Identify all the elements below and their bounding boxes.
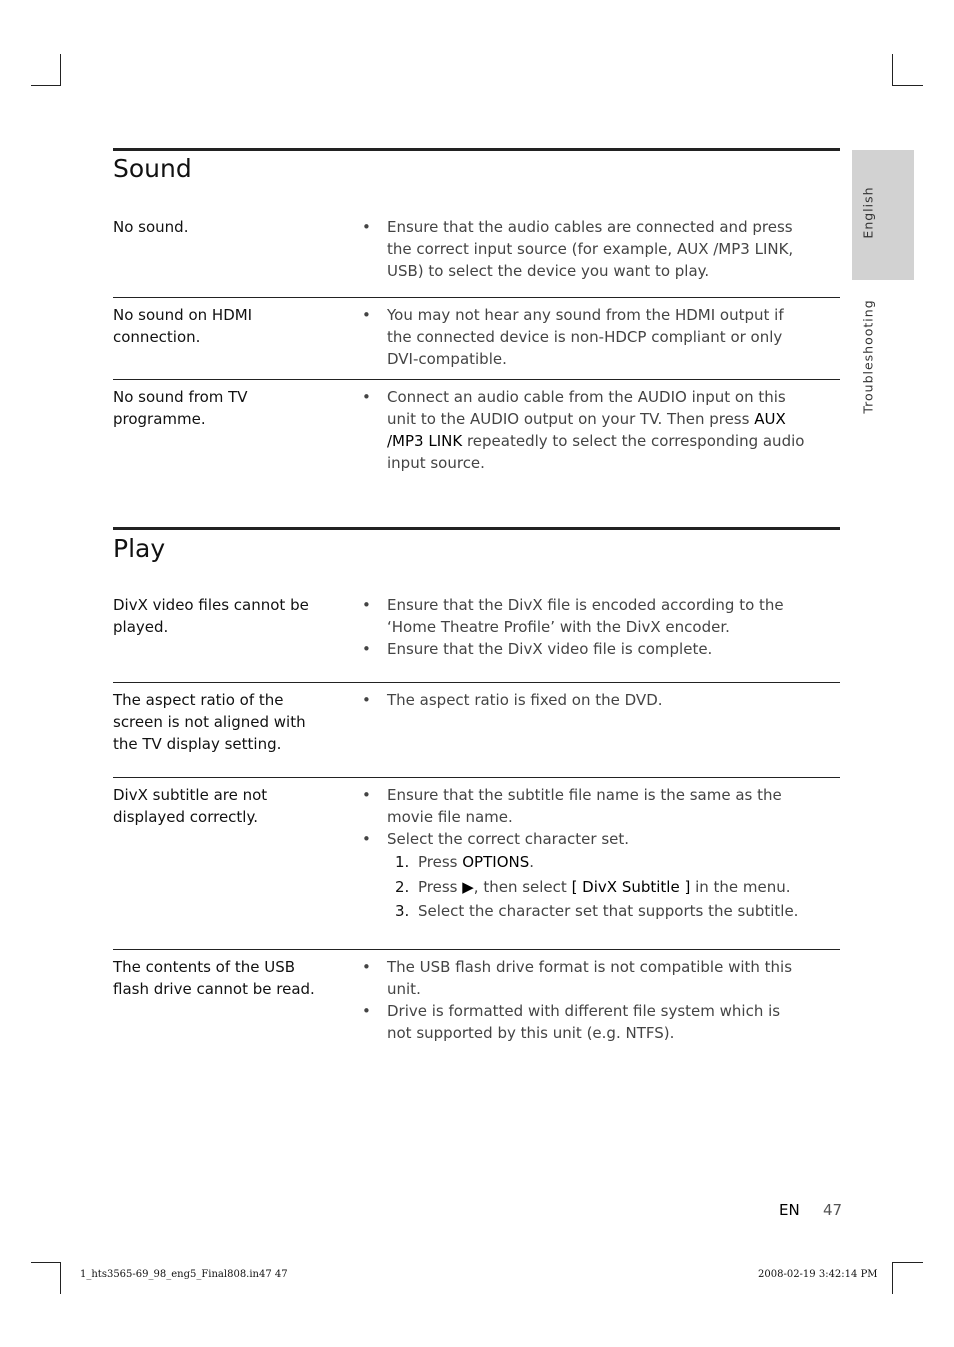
crop-mark bbox=[893, 1262, 923, 1263]
table-row bbox=[113, 682, 840, 777]
footer-filename: 1_hts3565-69_98_eng5_Final808.in47 47 bbox=[80, 1269, 288, 1280]
section-rule-play bbox=[113, 527, 840, 530]
solution-bullet: • Ensure that the audio cables are connected and press the correct input source (for example, AUX /MP3 LINK, USB) to select the device you want to play. bbox=[360, 216, 805, 282]
chapter-tab-label: Troubleshooting bbox=[860, 299, 876, 414]
solution-bullet: • Ensure that the DivX file is encoded according to the ‘Home Theatre Profile’ with the DivX encoder. bbox=[360, 594, 805, 638]
step-text: Press bbox=[418, 853, 463, 871]
problem-text: DivX video files cannot be played. bbox=[113, 596, 309, 636]
solution-step bbox=[360, 875, 805, 900]
problem-text: The contents of the USB flash drive cannot be read. bbox=[113, 958, 315, 998]
solution-text: repeatedly to select the corresponding audio input source. bbox=[387, 432, 805, 472]
solution-list bbox=[360, 304, 805, 370]
key-label: [ DivX Subtitle ] bbox=[571, 877, 691, 896]
problem-text: DivX subtitle are not displayed correctly. bbox=[113, 786, 268, 826]
play-arrow-icon: ▶ bbox=[462, 877, 474, 896]
section-title-sound: Sound bbox=[113, 154, 192, 183]
footer-timestamp: 2008-02-19 3:42:14 PM bbox=[758, 1269, 878, 1280]
solution-list bbox=[360, 784, 805, 924]
table-row bbox=[113, 297, 840, 380]
solution-bullet: • The USB flash drive format is not compatible with this unit. bbox=[360, 956, 805, 1000]
page-lang: EN bbox=[779, 1201, 800, 1219]
step-text: in the menu. bbox=[690, 877, 791, 896]
crop-mark bbox=[31, 1262, 61, 1263]
solution-list bbox=[360, 689, 805, 711]
step-number: 1. bbox=[395, 853, 410, 871]
solution-step bbox=[360, 850, 805, 875]
crop-mark bbox=[892, 54, 893, 86]
solution-bullet: • Drive is formatted with different file system which is not supported by this unit (e.g. NTFS). bbox=[360, 1000, 805, 1044]
language-tab-label: English bbox=[860, 186, 876, 239]
solution-bullet: • The aspect ratio is fixed on the DVD. bbox=[360, 689, 805, 711]
crop-mark bbox=[60, 1262, 61, 1294]
table-row bbox=[113, 949, 840, 1040]
table-row bbox=[113, 594, 840, 682]
step-text: Select the character set that supports the subtitle. bbox=[418, 902, 799, 920]
problem-text: No sound from TV programme. bbox=[113, 388, 248, 428]
solution-bullet: • You may not hear any sound from the HDMI output if the connected device is non-HDCP compliant or only DVI-compatible. bbox=[360, 304, 805, 370]
section-rule-sound bbox=[113, 148, 840, 151]
solution-list bbox=[360, 216, 805, 282]
table-row bbox=[113, 216, 840, 296]
table-row bbox=[113, 777, 840, 950]
problem-text: The aspect ratio of the screen is not aligned with the TV display setting. bbox=[113, 691, 306, 753]
problem-text: No sound on HDMI connection. bbox=[113, 306, 253, 346]
solution-list bbox=[360, 594, 805, 660]
crop-mark bbox=[31, 85, 61, 86]
crop-mark bbox=[60, 54, 61, 86]
problem-text: No sound. bbox=[113, 218, 189, 236]
step-number: 2. bbox=[395, 877, 410, 896]
step-text: . bbox=[529, 853, 535, 871]
solution-list bbox=[360, 386, 805, 474]
key-label: AUX /MP3 LINK bbox=[387, 410, 786, 450]
page-number: 47 bbox=[823, 1201, 843, 1219]
step-text: Press bbox=[418, 877, 463, 896]
solution-list bbox=[360, 956, 805, 1044]
solution-bullet: • Select the correct character set. bbox=[360, 828, 805, 850]
crop-mark bbox=[892, 1262, 893, 1294]
solution-bullet: • Ensure that the DivX video file is complete. bbox=[360, 638, 805, 660]
step-number: 3. bbox=[395, 902, 410, 920]
solution-text: Connect an audio cable from the AUDIO input on this unit to the AUDIO output on your TV. Then press bbox=[387, 388, 786, 428]
crop-mark bbox=[893, 85, 923, 86]
solution-bullet: • Ensure that the subtitle file name is the same as the movie file name. bbox=[360, 784, 805, 828]
table-row bbox=[113, 379, 840, 470]
step-text: , then select bbox=[473, 877, 572, 896]
key-label: OPTIONS bbox=[462, 853, 530, 871]
solution-bullet bbox=[360, 386, 805, 474]
section-title-play: Play bbox=[113, 534, 166, 563]
solution-step bbox=[360, 899, 805, 924]
